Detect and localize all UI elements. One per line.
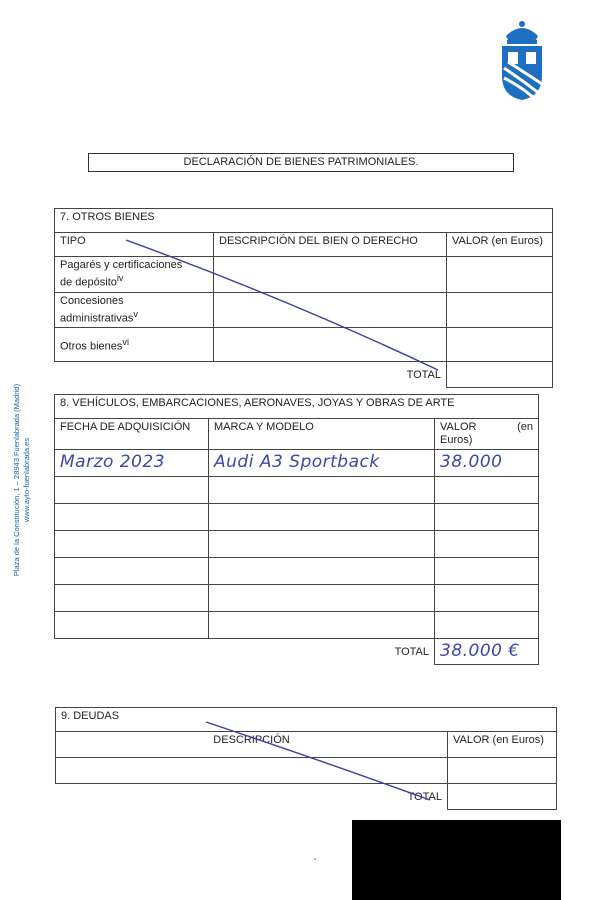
section-7-total-label: TOTAL	[406, 369, 441, 382]
col-fecha: FECHA DE ADQUISICIÓN	[55, 419, 209, 450]
col-descripcion: DESCRIPCIÓN	[56, 732, 448, 758]
row-pagares: Pagarés y certificaciones de depósito$^{iv}$	[55, 257, 214, 293]
section-8-total-label: TOTAL	[394, 645, 429, 658]
section-7-total-value	[447, 362, 553, 388]
col-descripcion: DESCRIPCIÓN DEL BIEN O DERECHO	[214, 233, 447, 257]
col-valor: VALOR (en Euros)	[435, 419, 539, 450]
row-concesiones: Concesiones administrativas$^v$	[55, 292, 214, 328]
section-8-title: 8. VEHÍCULOS, EMBARCACIONES, AERONAVES, JOYAS Y OBRAS DE ARTE	[55, 395, 539, 419]
section-9-title: 9. DEUDAS	[56, 708, 557, 732]
section-8-table	[54, 394, 539, 665]
col-valor: VALOR (en Euros)	[447, 233, 553, 257]
col-marca: MARCA Y MODELO	[209, 419, 435, 450]
page-title: DECLARACIÓN DE BIENES PATRIMONIALES.	[88, 153, 514, 172]
address-line: Plaza de la Constitución, 1 – 28943 Fuenlabrada (Madrid)	[12, 383, 21, 577]
row1-valor: 38.000	[435, 450, 539, 477]
row1-marca: Audi A3 Sportback	[209, 450, 435, 477]
col-tipo: TIPO	[55, 233, 214, 257]
address-sidebar	[12, 340, 32, 620]
website-line: www.ayto-fuenlabrada.es	[22, 437, 31, 523]
section-9-table	[55, 707, 557, 810]
section-7-title: 7. OTROS BIENES	[55, 209, 553, 233]
row1-fecha: Marzo 2023	[55, 450, 209, 477]
section-9-total-value	[448, 784, 557, 810]
scan-dot	[314, 858, 316, 860]
col-valor: VALOR (en Euros)	[448, 732, 557, 758]
row-otros-bienes: Otros bienes$^{vi}$	[55, 328, 214, 362]
city-crest-icon	[498, 18, 546, 102]
redaction-block	[352, 820, 561, 900]
section-9-total-label: TOTAL	[407, 790, 442, 803]
section-8-total-value: 38.000 €	[435, 639, 539, 665]
section-7-table	[54, 208, 553, 388]
